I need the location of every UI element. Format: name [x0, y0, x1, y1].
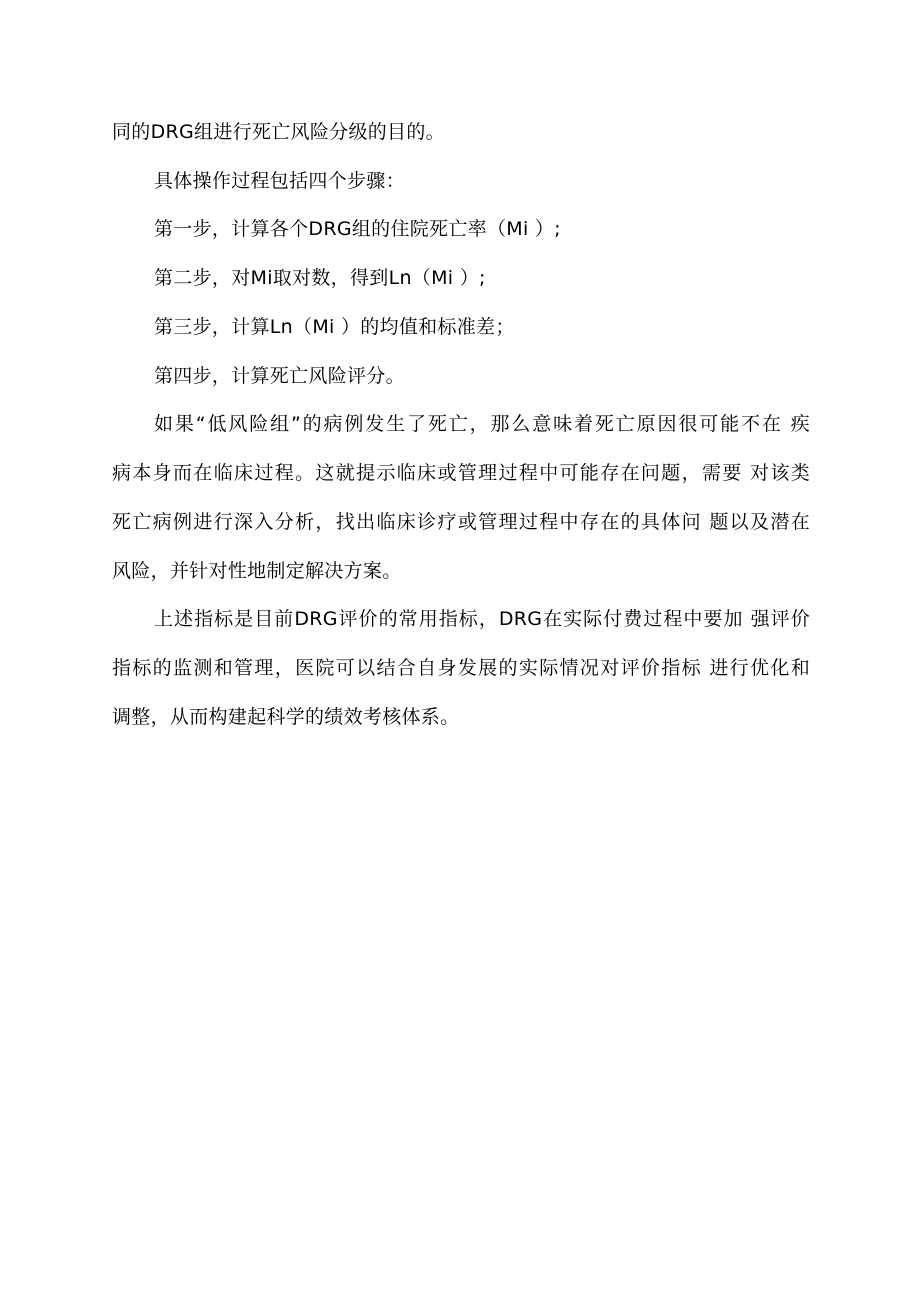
text-line-1: 同的DRG组进行死亡风险分级的目的。	[112, 121, 445, 143]
text-line-4: 第二步，对Mi取对数，得到Ln（Mi ）;	[154, 267, 486, 289]
text-line-10: 风险，并针对性地制定解决方案。	[112, 560, 402, 582]
text-line-13: 调整，从而构建起科学的绩效考核体系。	[112, 706, 460, 728]
text-line-5: 第三步，计算Ln（Mi ）的均值和标准差；	[154, 316, 515, 338]
text-line-12: 指标的监测和管理，医院可以结合自身发展的实际情况对评价指标 进行优化和	[112, 657, 810, 679]
text-line-8: 病本身而在临床过程。这就提示临床或管理过程中可能存在问题，需要 对该类	[112, 462, 810, 484]
text-line-7: 如果“低风险组”的病例发生了死亡，那么意味着死亡原因很可能不在 疾	[154, 413, 810, 435]
text-line-2: 具体操作过程包括四个步骤：	[154, 170, 405, 192]
text-line-3: 第一步，计算各个DRG组的住院死亡率（Mi ）;	[154, 218, 561, 240]
text-line-6: 第四步，计算死亡风险评分。	[154, 365, 405, 387]
text-line-9: 死亡病例进行深入分析，找出临床诊疗或管理过程中存在的具体问 题以及潜在	[112, 511, 810, 533]
text-line-11: 上述指标是目前DRG评价的常用指标，DRG在实际付费过程中要加 强评价	[154, 608, 810, 630]
